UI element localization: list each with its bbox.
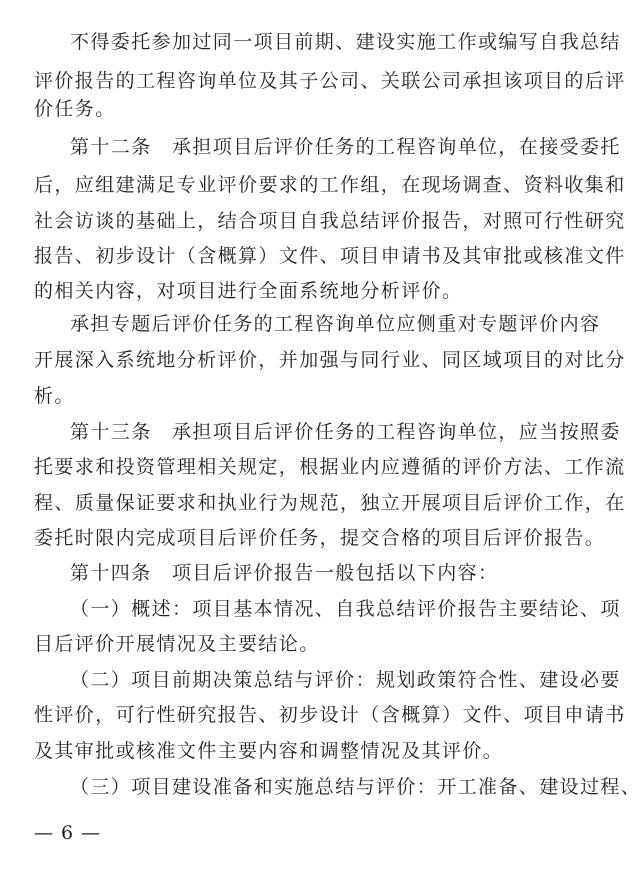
text-line: 承担专题后评价任务的工程咨询单位应侧重对专题评价内容 (70, 313, 601, 335)
text-line: 委托时限内完成项目后评价任务，提交合格的项目后评价报告。 (34, 527, 606, 549)
text-line: （三）项目建设准备和实施总结与评价：开工准备、建设过程、 (70, 776, 641, 798)
text-line: 价任务。 (34, 98, 116, 120)
text-line: 评价报告的工程咨询单位及其子公司、关联公司承担该项目的后评 (34, 70, 626, 92)
text-line: 程、质量保证要求和执业行为规范，独立开展项目后评价工作，在 (34, 492, 626, 514)
text-line: 开展深入系统地分析评价，并加强与同行业、同区域项目的对比分 (34, 349, 626, 371)
page-number: — 6 — (34, 822, 102, 844)
text-line: 后，应组建满足专业评价要求的工作组，在现场调查、资料收集和 (34, 174, 626, 196)
text-line: 目后评价开展情况及主要结论。 (34, 633, 320, 655)
text-line: 第十二条 承担项目后评价任务的工程咨询单位，在接受委托 (70, 136, 621, 158)
text-line: （二）项目前期决策总结与评价：规划政策符合性、建设必要 (70, 669, 621, 691)
text-line: 第十四条 项目后评价报告一般包括以下内容： (70, 562, 499, 584)
text-line: 及其审批或核准文件主要内容和调整情况及其评价。 (34, 740, 504, 762)
text-line: 的相关内容，对项目进行全面系统地分析评价。 (34, 280, 463, 302)
text-line: 社会访谈的基础上，结合项目自我总结评价报告，对照可行性研究 (34, 210, 626, 232)
text-line: 不得委托参加过同一项目前期、建设实施工作或编写自我总结 (70, 31, 621, 53)
text-line: （一）概述：项目基本情况、自我总结评价报告主要结论、项 (70, 598, 621, 620)
text-line: 托要求和投资管理相关规定，根据业内应遵循的评价方法、工作流 (34, 456, 626, 478)
text-line: 报告、初步设计（含概算）文件、项目申请书及其审批或核准文件 (34, 245, 626, 267)
text-line: 性评价，可行性研究报告、初步设计（含概算）文件、项目申请书 (34, 704, 626, 726)
text-line: 析。 (34, 385, 75, 407)
text-line: 第十三条 承担项目后评价任务的工程咨询单位，应当按照委 (70, 421, 621, 443)
